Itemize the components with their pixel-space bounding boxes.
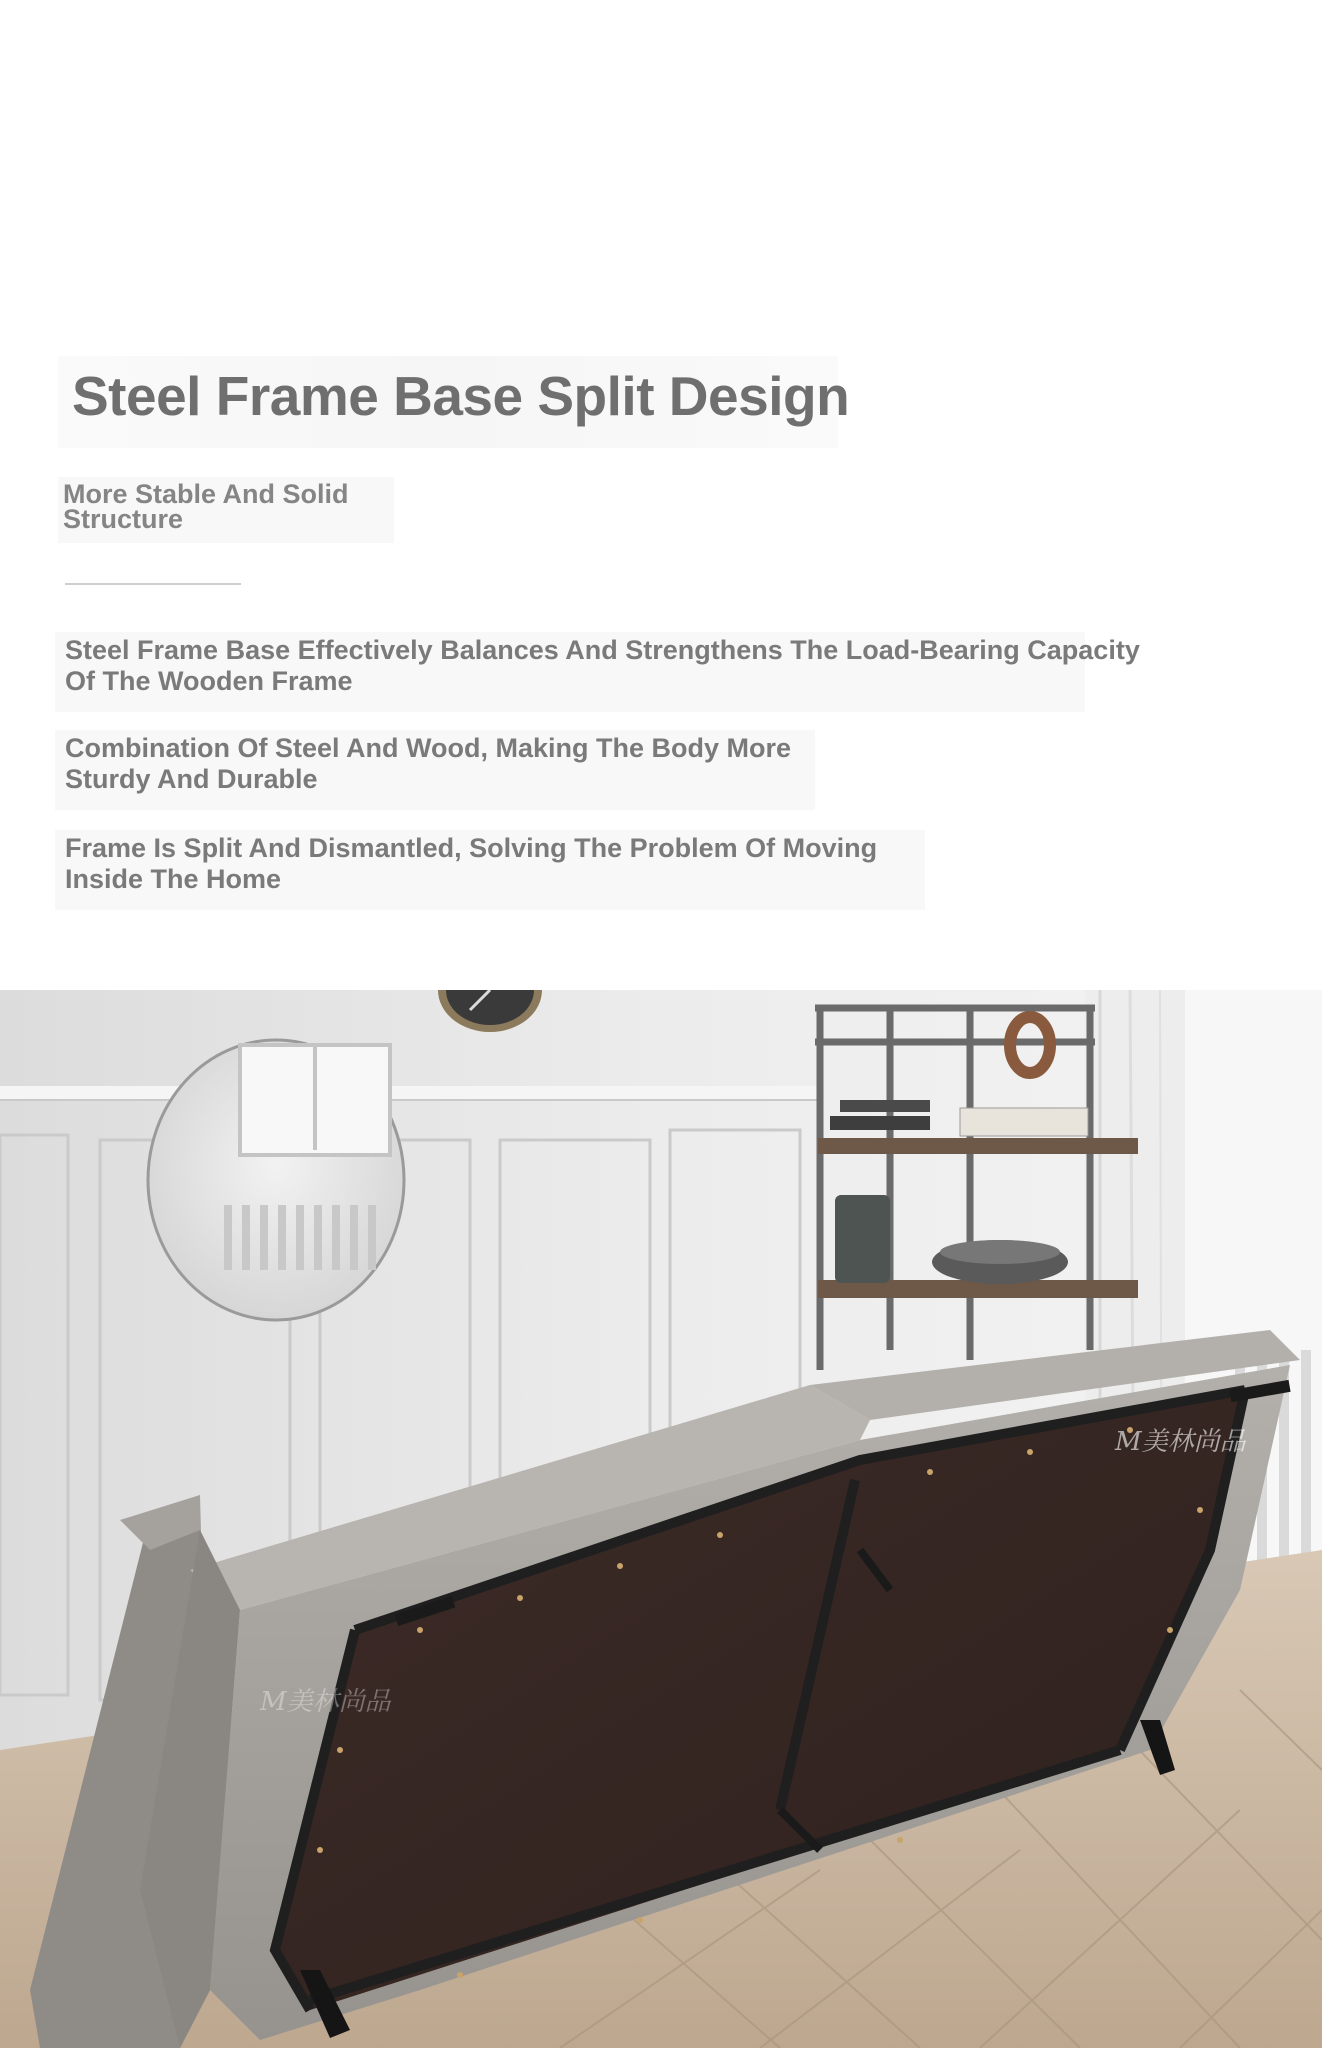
feature-text-2: Combination Of Steel And Wood, Making The Body More Sturdy And Durable (65, 733, 791, 794)
round-mirror (148, 1040, 404, 1320)
page-subtitle: More Stable And Solid Structure (63, 479, 349, 534)
feature-text-3: Frame Is Split And Dismantled, Solving The Problem Of Moving Inside The Home (65, 833, 878, 894)
page-title: Steel Frame Base Split Design (72, 365, 850, 427)
watermark-logo: M美林尚品 (260, 1687, 391, 1717)
divider-line (65, 583, 241, 585)
watermark-logo: M美林尚品 (1115, 1427, 1246, 1457)
feature-text-1: Steel Frame Base Effectively Balances And Strengthens The Load-Bearing Capacity Of The Wooden Frame (65, 635, 1140, 696)
product-photo (0, 990, 1322, 2048)
